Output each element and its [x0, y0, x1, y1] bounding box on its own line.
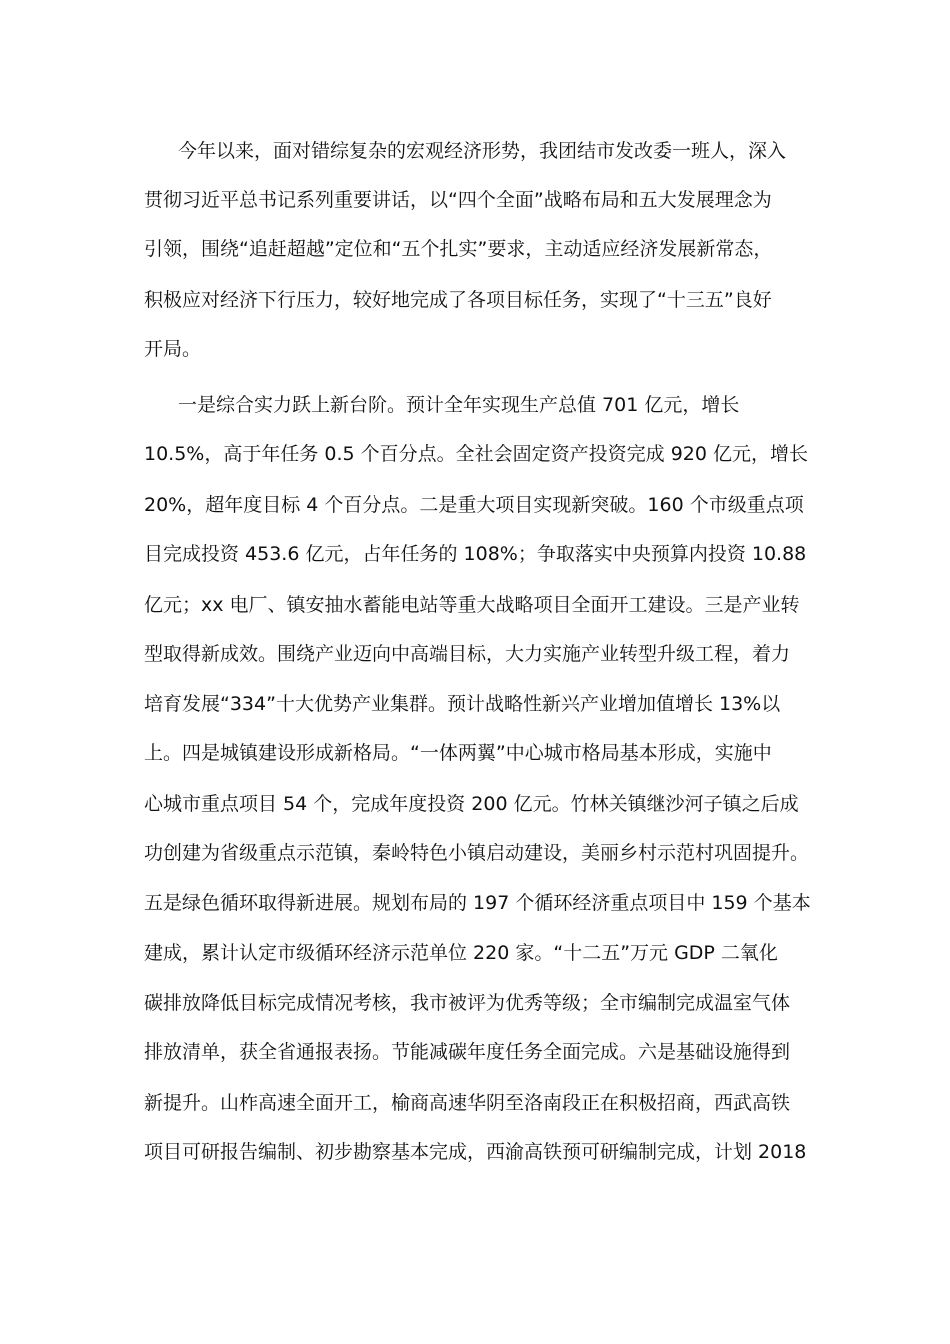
paragraph-1-line-2: 贯彻习近平总书记系列重要讲话，以“四个全面”战略布局和五大发展理念为	[144, 189, 772, 211]
paragraph-2-line-15: 新提升。山柞高速全面开工，榆商高速华阴至洛南段正在积极招商，西武高铁	[144, 1092, 791, 1114]
paragraph-2-line-10: 功创建为省级重点示范镇，秦岭特色小镇启动建设，美丽乡村示范村巩固提升。	[144, 842, 810, 864]
paragraph-2-line-13: 碳排放降低目标完成情况考核，我市被评为优秀等级；全市编制完成温室气体	[144, 992, 791, 1014]
paragraph-2-line-1: 一是综合实力跃上新台阶。预计全年实现生产总值 701 亿元，增长	[178, 394, 740, 416]
paragraph-1-line-5: 开局。	[144, 338, 202, 360]
paragraph-2-line-5: 亿元；xx 电厂、镇安抽水蓄能电站等重大战略项目全面开工建设。三是产业转	[144, 594, 800, 616]
paragraph-2-line-14: 排放清单，获全省通报表扬。节能减碳年度任务全面完成。六是基础设施得到	[144, 1041, 791, 1063]
paragraph-2-line-9: 心城市重点项目 54 个，完成年度投资 200 亿元。竹林关镇继沙河子镇之后成	[144, 793, 799, 815]
paragraph-2-line-7: 培育发展“334”十大优势产业集群。预计战略性新兴产业增加值增长 13%以	[144, 693, 781, 715]
paragraph-1-line-3: 引领，围绕“追赶超越”定位和“五个扎实”要求，主动适应经济发展新常态，	[144, 238, 773, 260]
paragraph-1-line-4: 积极应对经济下行压力，较好地完成了各项目标任务，实现了“十三五”良好	[144, 289, 772, 311]
paragraph-2-line-11: 五是绿色循环取得新进展。规划布局的 197 个循环经济重点项目中 159 个基本	[144, 892, 811, 914]
paragraph-1-line-1: 今年以来，面对错综复杂的宏观经济形势，我团结市发改委一班人，深入	[178, 140, 787, 162]
paragraph-2-line-2: 10.5%，高于年任务 0.5 个百分点。全社会固定资产投资完成 920 亿元，增长	[144, 443, 808, 465]
paragraph-2-line-8: 上。四是城镇建设形成新格局。“一体两翼”中心城市格局基本形成，实施中	[144, 742, 772, 764]
paragraph-2-line-3: 20%，超年度目标 4 个百分点。二是重大项目实现新突破。160 个市级重点项	[144, 494, 804, 516]
paragraph-2-line-6: 型取得新成效。围绕产业迈向中高端目标，大力实施产业转型升级工程，着力	[144, 643, 791, 665]
paragraph-2-line-16: 项目可研报告编制、初步勘察基本完成，西渝高铁预可研编制完成，计划 2018	[144, 1141, 807, 1163]
paragraph-2-line-12: 建成，累计认定市级循环经济示范单位 220 家。“十二五”万元 GDP 二氧化	[144, 942, 778, 964]
paragraph-2-line-4: 目完成投资 453.6 亿元，占年任务的 108%；争取落实中央预算内投资 10.88	[144, 543, 807, 565]
